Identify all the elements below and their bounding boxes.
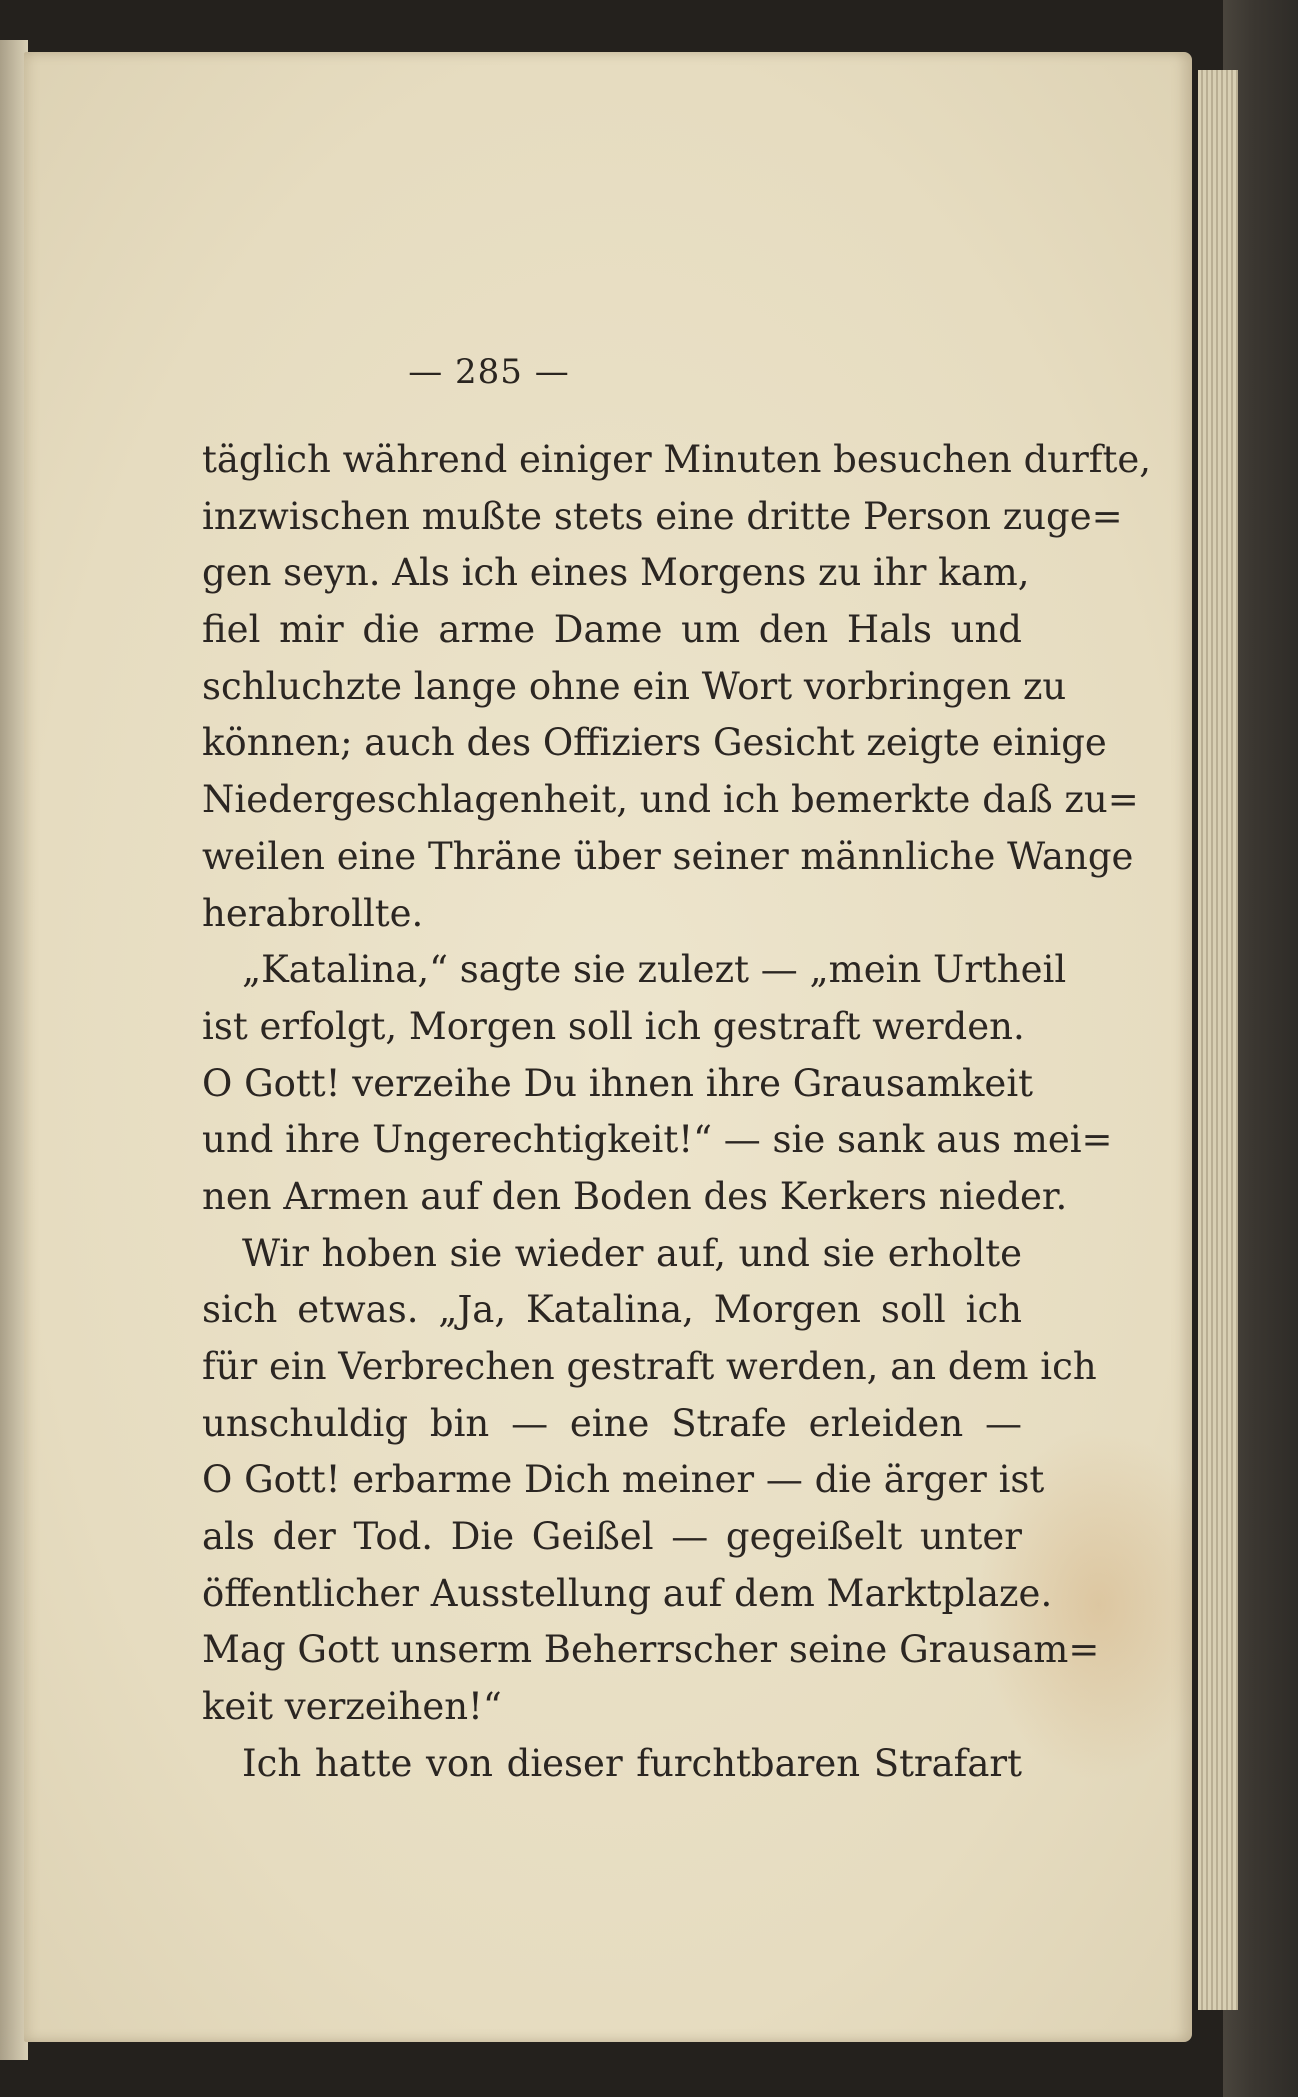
text-line: können; auch des Offiziers Gesicht zeigte einige bbox=[202, 721, 1107, 765]
text-line: täglich während einiger Minuten besuchen durfte, bbox=[202, 438, 1152, 481]
body-text bbox=[202, 432, 1152, 1793]
page-stack-edge bbox=[1198, 70, 1238, 2010]
text-line: als der Tod. Die Geißel — gegeißelt unter bbox=[202, 1515, 1022, 1559]
text-line: Wir hoben sie wieder auf, und sie erholte bbox=[242, 1231, 1022, 1275]
text-line: unschuldig bin — eine Strafe erleiden — bbox=[202, 1401, 1022, 1445]
text-line: keit verzeihen!“ bbox=[202, 1685, 502, 1729]
text-line: Mag Gott unserm Beherrscher seine Grausam= bbox=[202, 1628, 1100, 1672]
page-number: — 285 — bbox=[408, 352, 570, 392]
text-line: Ich hatte von dieser furchtbaren Strafart bbox=[242, 1741, 1022, 1785]
text-line: O Gott! erbarme Dich meiner — die ärger ist bbox=[202, 1458, 1045, 1502]
text-line: schluchzte lange ohne ein Wort vorbringen zu bbox=[202, 664, 1067, 708]
text-line: sich etwas. „Ja, Katalina, Morgen soll ich bbox=[202, 1288, 1022, 1332]
text-line: fiel mir die arme Dame um den Hals und bbox=[202, 608, 1022, 652]
text-line: öffentlicher Ausstellung auf dem Marktplaze. bbox=[202, 1571, 1053, 1615]
text-line: Niedergeschlagenheit, und ich bemerkte daß zu= bbox=[202, 778, 1139, 822]
text-line: für ein Verbrechen gestraft werden, an dem ich bbox=[202, 1345, 1097, 1388]
book-page bbox=[24, 52, 1192, 2042]
text-line: und ihre Ungerechtigkeit!“ — sie sank aus mei= bbox=[202, 1118, 1113, 1162]
text-line: O Gott! verzeihe Du ihnen ihre Grausamkeit bbox=[202, 1061, 1034, 1105]
text-line: „Katalina,“ sagte sie zulezt — „mein Urtheil bbox=[242, 948, 1067, 992]
text-line: weilen eine Thräne über seiner männliche Wange bbox=[202, 834, 1134, 878]
text-line: nen Armen auf den Boden des Kerkers nieder. bbox=[202, 1174, 1068, 1218]
text-line: herabrollte. bbox=[202, 891, 424, 935]
text-line: inzwischen mußte stets eine dritte Person zuge= bbox=[202, 494, 1123, 538]
text-line: ist erfolgt, Morgen soll ich gestraft werden. bbox=[202, 1004, 1025, 1048]
text-line: gen seyn. Als ich eines Morgens zu ihr kam, bbox=[202, 551, 1030, 595]
